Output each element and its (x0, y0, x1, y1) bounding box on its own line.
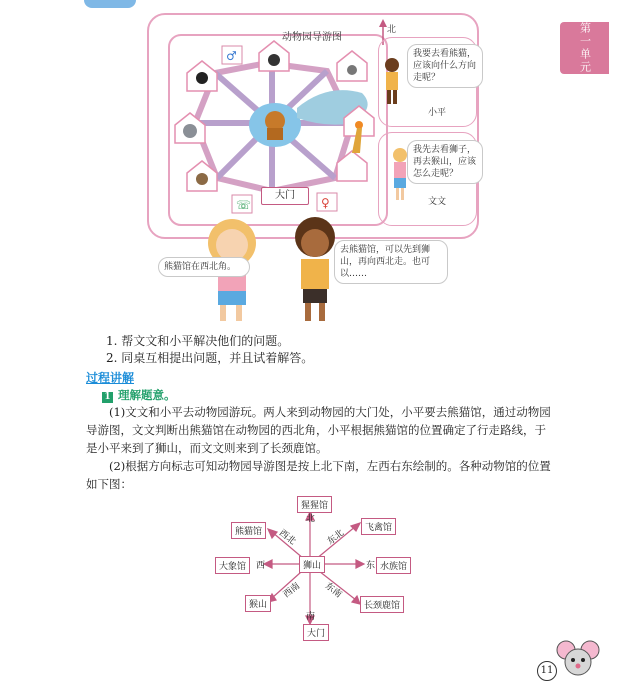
svg-text:☏: ☏ (236, 198, 252, 212)
xiaoping-figure (380, 56, 404, 106)
label-southeast: 东南 (322, 581, 344, 601)
box-north: 猩猩馆 (297, 496, 332, 513)
svg-text:♂: ♂ (226, 49, 237, 63)
box-west: 大象馆 (215, 557, 250, 574)
section-heading: 过程讲解 (86, 371, 135, 385)
step-1 (102, 387, 176, 403)
xiaoping-name: 小平 (428, 108, 447, 118)
paragraph-1: (1)文文和小平去动物园游玩。两人来到动物园的大门处，小平要去熊猫馆，通过动物园导游图，文文判断出熊猫馆在动物园的西北角，小平根据熊猫馆的位置确定了行走路线，于是小平来到了狮山，而文文则来到了长颈鹿馆。 (86, 405, 551, 455)
svg-text:♀: ♀ (321, 196, 330, 210)
question-2: 2. 同桌互相提出问题，并且试着解答。 (106, 351, 314, 365)
boy-speech: 去熊猫馆，可以先到狮山，再向西北走。也可以…… (334, 240, 448, 284)
page-number: 11 (537, 661, 557, 681)
label-south: 南 (306, 612, 316, 622)
wenwen-bubble: 我先去看狮子，再去猴山，应该怎么走呢？ (407, 140, 483, 184)
step-1-label: 理解题意。 (118, 388, 176, 402)
step-1-number: 1 (102, 392, 113, 403)
top-decoration (84, 0, 136, 8)
xiaoping-bubble: 我要去看熊猫，应该向什么方向走呢？ (407, 44, 483, 88)
mouse-mascot (556, 638, 600, 679)
box-center: 狮山 (299, 556, 325, 573)
box-south: 大门 (303, 624, 329, 641)
map-title: 动物园导游图 (282, 32, 342, 43)
box-southwest: 猴山 (245, 595, 271, 612)
box-northeast: 飞禽馆 (361, 518, 396, 535)
label-northwest: 西北 (276, 528, 298, 548)
box-northwest: 熊猫馆 (231, 522, 266, 539)
label-east: 东 (366, 561, 376, 571)
wenwen-figure (388, 146, 412, 204)
box-east: 水族馆 (376, 557, 411, 574)
paragraph-2: (2)根据方向标志可知动物园导游图是按上北下南，左西右东绘制的。各种动物馆的位置如下图： (86, 459, 551, 491)
box-southeast: 长颈鹿馆 (360, 596, 404, 613)
unit-tab[interactable]: 第一单元 (560, 22, 609, 74)
label-southwest: 西南 (281, 581, 303, 601)
label-west: 西 (256, 561, 266, 571)
north-marker: 北 (387, 25, 397, 35)
wenwen-name: 文文 (428, 197, 447, 207)
girl-speech: 熊猫馆在西北角。 (158, 257, 250, 277)
question-1: 1. 帮文文和小平解决他们的问题。 (106, 334, 290, 348)
label-north: 北 (306, 514, 316, 524)
label-northeast: 东北 (325, 528, 347, 548)
map-gate-label: 大门 (261, 187, 309, 205)
